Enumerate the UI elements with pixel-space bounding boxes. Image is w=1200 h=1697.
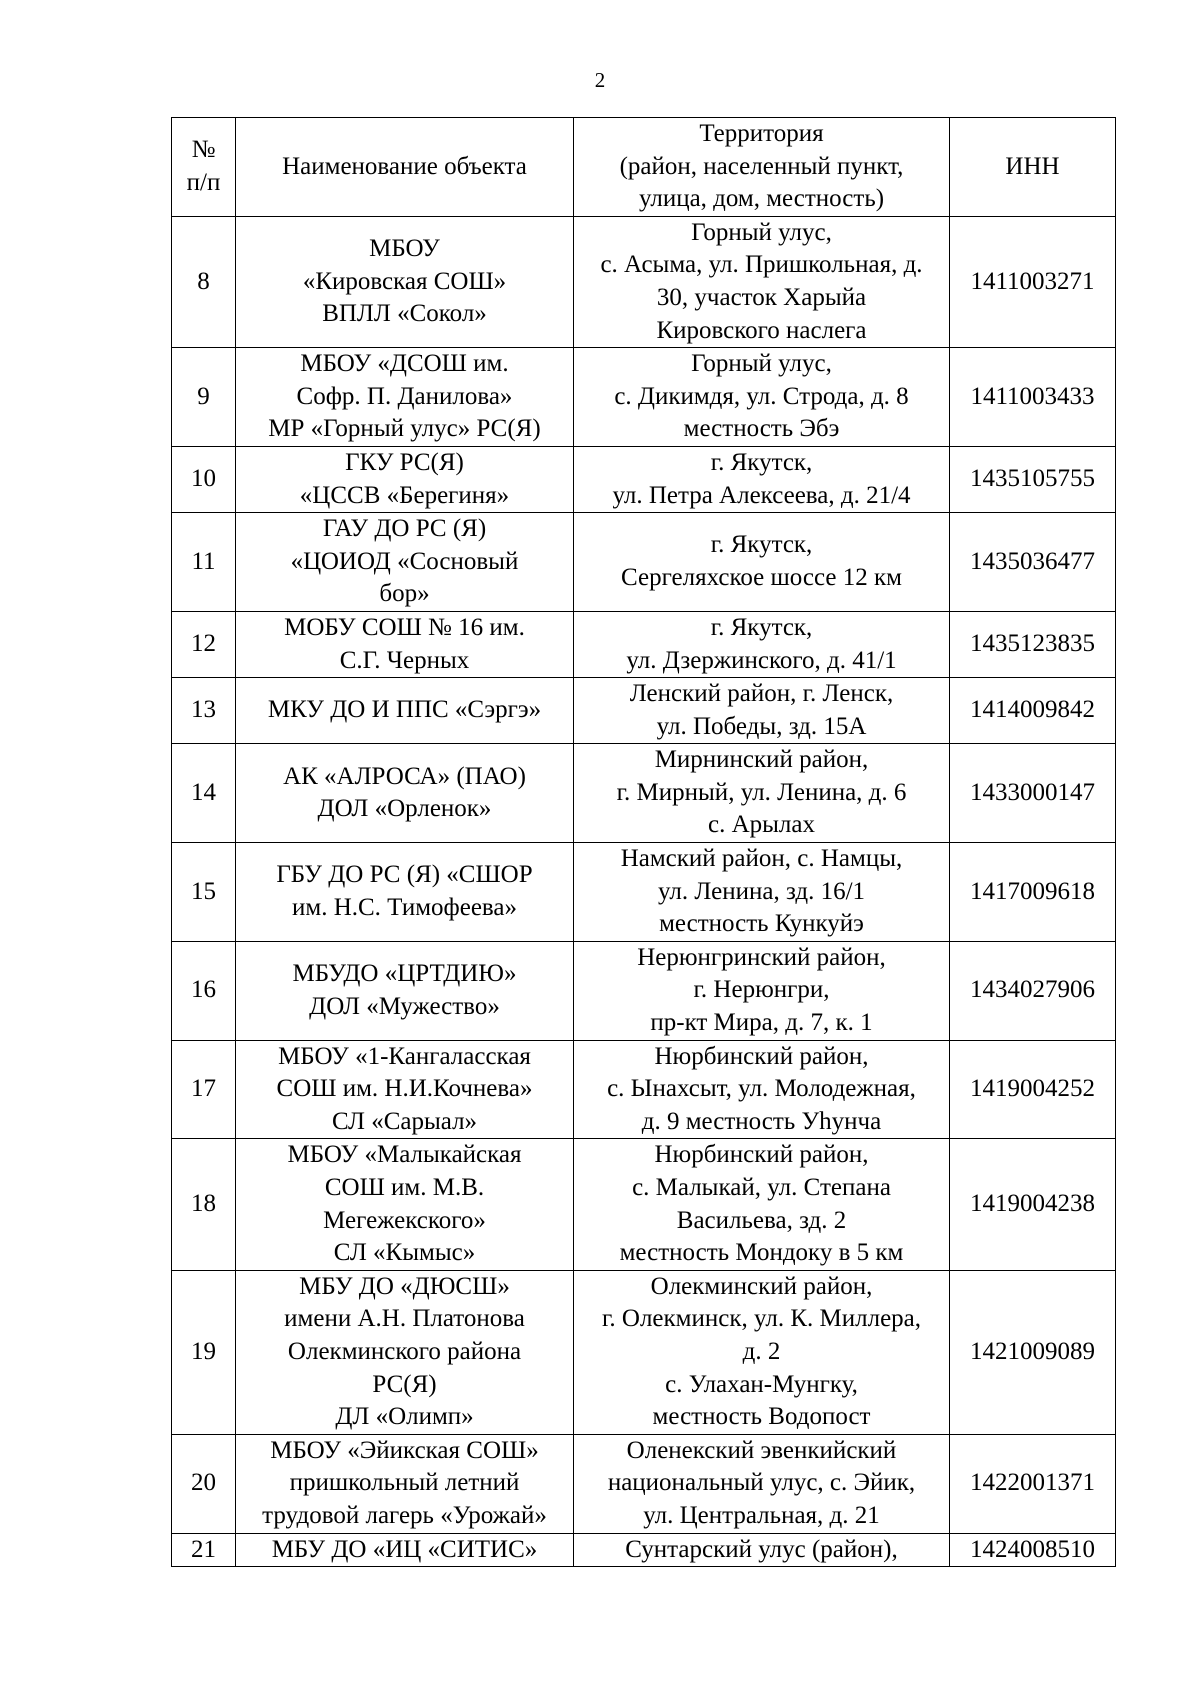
cell-name: МОБУ СОШ № 16 им. С.Г. Черных: [236, 611, 574, 677]
cell-territory: Оленекский эвенкийский национальный улус, с. Эйик, ул. Центральная, д. 21: [574, 1434, 950, 1533]
cell-territory: г. Якутск, ул. Петра Алексеева, д. 21/4: [574, 446, 950, 512]
header-num: № п/п: [172, 118, 236, 217]
cell-name: МБУ ДО «ДЮСШ» имени А.Н. Платонова Олекминского района РС(Я) ДЛ «Олимп»: [236, 1270, 574, 1434]
cell-inn: 1411003433: [950, 348, 1116, 447]
cell-inn: 1435123835: [950, 611, 1116, 677]
page-number: 2: [594, 68, 606, 92]
cell-inn: 1419004252: [950, 1040, 1116, 1139]
header-row: [172, 118, 1116, 217]
cell-inn: 1435036477: [950, 513, 1116, 612]
table-row: [172, 941, 1116, 1040]
cell-num: 9: [172, 348, 236, 447]
cell-territory: Нерюнгринский район, г. Нерюнгри, пр-кт Мира, д. 7, к. 1: [574, 941, 950, 1040]
cell-name: МБУДО «ЦРТДИЮ» ДОЛ «Мужество»: [236, 941, 574, 1040]
cell-num: 14: [172, 744, 236, 843]
table-row: [172, 1270, 1116, 1434]
cell-num: 11: [172, 513, 236, 612]
cell-num: 17: [172, 1040, 236, 1139]
cell-name: МБУ ДО «ИЦ «СИТИС»: [236, 1533, 574, 1567]
cell-territory: Нюрбинский район, с. Малыкай, ул. Степана Васильева, зд. 2 местность Мондоку в 5 км: [574, 1139, 950, 1270]
table-row: [172, 611, 1116, 677]
cell-num: 18: [172, 1139, 236, 1270]
cell-name: МБОУ «Малыкайская СОШ им. М.В. Мегежекского» СЛ «Кымыс»: [236, 1139, 574, 1270]
cell-num: 21: [172, 1533, 236, 1567]
cell-inn: 1424008510: [950, 1533, 1116, 1567]
cell-inn: 1422001371: [950, 1434, 1116, 1533]
cell-territory: Намский район, с. Намцы, ул. Ленина, зд. 16/1 местность Кункуйэ: [574, 843, 950, 942]
cell-territory: г. Якутск, Сергеляхское шоссе 12 км: [574, 513, 950, 612]
table-header: [172, 118, 1116, 217]
cell-name: ГБУ ДО РС (Я) «СШОР им. Н.С. Тимофеева»: [236, 843, 574, 942]
cell-inn: 1411003271: [950, 216, 1116, 347]
cell-territory: Нюрбинский район, с. Ынахсыт, ул. Молодежная, д. 9 местность Уhунча: [574, 1040, 950, 1139]
cell-territory: Ленский район, г. Ленск, ул. Победы, зд. 15А: [574, 678, 950, 744]
cell-name: МБОУ «1-Кангаласская СОШ им. Н.И.Кочнева» СЛ «Сарыал»: [236, 1040, 574, 1139]
header-territory: Территория (район, населенный пункт, улица, дом, местность): [574, 118, 950, 217]
cell-inn: 1434027906: [950, 941, 1116, 1040]
cell-num: 8: [172, 216, 236, 347]
table-body: [172, 216, 1116, 1566]
cell-territory: Горный улус, с. Асыма, ул. Пришкольная, д. 30, участок Харыйа Кировского наслега: [574, 216, 950, 347]
table-row: [172, 678, 1116, 744]
cell-territory: Горный улус, с. Дикимдя, ул. Строда, д. 8 местность Эбэ: [574, 348, 950, 447]
table-row: [172, 744, 1116, 843]
table-row: [172, 216, 1116, 347]
cell-territory: г. Якутск, ул. Дзержинского, д. 41/1: [574, 611, 950, 677]
cell-inn: 1435105755: [950, 446, 1116, 512]
cell-territory: Сунтарский улус (район),: [574, 1533, 950, 1567]
table-row: [172, 1533, 1116, 1567]
cell-inn: 1433000147: [950, 744, 1116, 843]
table-row: [172, 513, 1116, 612]
cell-num: 20: [172, 1434, 236, 1533]
table-row: [172, 1139, 1116, 1270]
cell-num: 15: [172, 843, 236, 942]
table-row: [172, 843, 1116, 942]
cell-inn: 1419004238: [950, 1139, 1116, 1270]
objects-table: [171, 117, 1116, 1567]
table-row: [172, 1040, 1116, 1139]
cell-num: 12: [172, 611, 236, 677]
table-row: [172, 446, 1116, 512]
cell-num: 13: [172, 678, 236, 744]
cell-inn: 1417009618: [950, 843, 1116, 942]
table-row: [172, 348, 1116, 447]
cell-inn: 1414009842: [950, 678, 1116, 744]
cell-num: 16: [172, 941, 236, 1040]
cell-name: МБОУ «Кировская СОШ» ВПЛЛ «Сокол»: [236, 216, 574, 347]
cell-name: ГАУ ДО РС (Я) «ЦОИОД «Сосновый бор»: [236, 513, 574, 612]
cell-num: 10: [172, 446, 236, 512]
cell-num: 19: [172, 1270, 236, 1434]
cell-name: МБОУ «Эйикская СОШ» пришкольный летний трудовой лагерь «Урожай»: [236, 1434, 574, 1533]
cell-territory: Мирнинский район, г. Мирный, ул. Ленина, д. 6 с. Арылах: [574, 744, 950, 843]
cell-name: МКУ ДО И ППС «Сэргэ»: [236, 678, 574, 744]
cell-territory: Олекминский район, г. Олекминск, ул. К. Миллера, д. 2 с. Улахан-Мунгку, местность Водопост: [574, 1270, 950, 1434]
header-inn: ИНН: [950, 118, 1116, 217]
cell-name: МБОУ «ДСОШ им. Софр. П. Данилова» МР «Горный улус» РС(Я): [236, 348, 574, 447]
header-name: Наименование объекта: [236, 118, 574, 217]
cell-name: АК «АЛРОСА» (ПАО) ДОЛ «Орленок»: [236, 744, 574, 843]
table-row: [172, 1434, 1116, 1533]
cell-name: ГКУ РС(Я) «ЦССВ «Берегиня»: [236, 446, 574, 512]
cell-inn: 1421009089: [950, 1270, 1116, 1434]
